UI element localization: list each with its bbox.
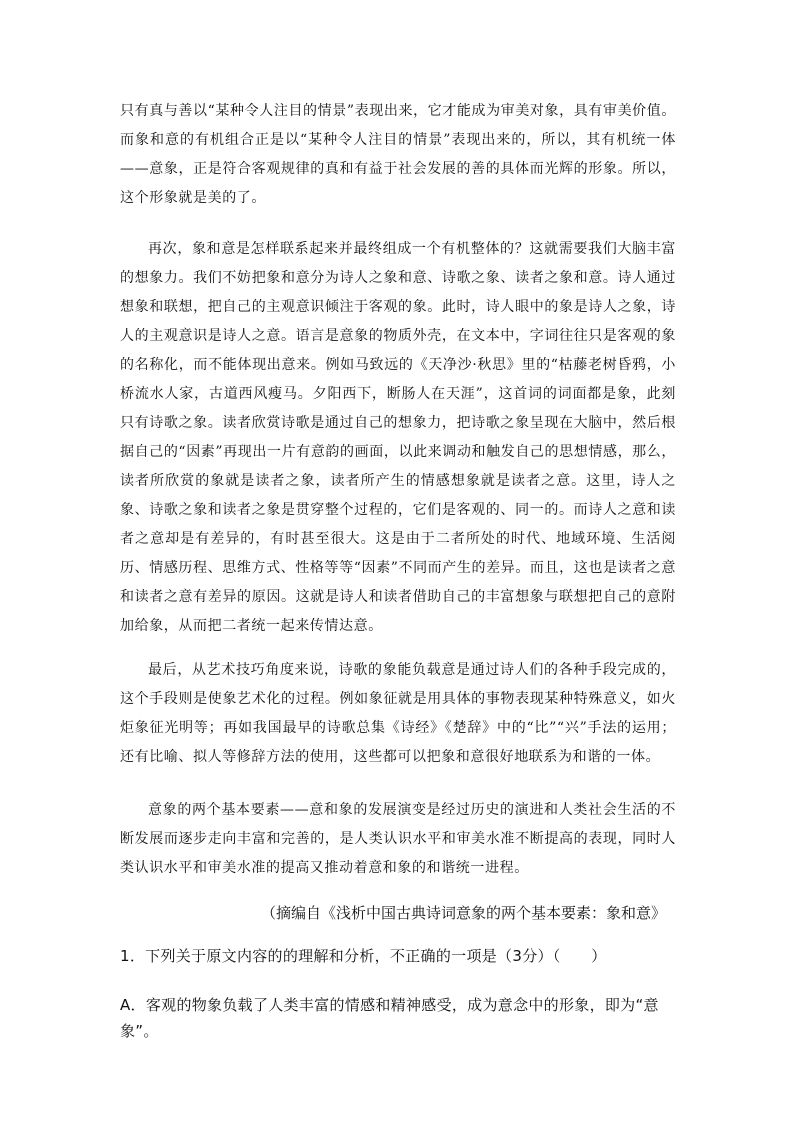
paragraph-artistic-technique: 最后，从艺术技巧角度来说，诗歌的象能负载意是通过诗人们的各种手段完成的，这个手段则是使象艺术化的过程。例如象征就是用具体的事物表现某种特殊意义，如火炬象征光明等；再如我国最早的诗歌总集《诗经》《楚辞》中的“比”“兴”手法的运用；还有比喻、拟人等修辞方法的使用，这些都可以把象和意很好地联系为和谐的一体。 <box>120 662 676 765</box>
paragraph-imagination: 再次，象和意是怎样联系起来并最终组成一个有机整体的？这就需要我们大脑丰富的想象力。我们不妨把象和意分为诗人之象和意、诗歌之象、读者之象和意。诗人通过想象和联想，把自己的主观意识倾注于客观的象。此时，诗人眼中的象是诗人之象，诗人的主观意识是诗人之意。语言是意象的物质外壳，在文本中，字词往往只是客观的象的名称化，而不能体现出意来。例如马致远的《天净沙·秋思》里的“枯藤老树昏鸦，小桥流水人家，古道西风瘦马。夕阳西下，断肠人在天涯”，这首词的词面都是象，此刻只有诗歌之象。读者欣赏诗歌是通过自己的想象力，把诗歌之象呈现在大脑中，然后根据自己的“因素”再现出一片有意韵的画面，以此来调动和触发自己的思想情感，那么，读者所欣赏的象就是读者之象，读者所产生的情感想象就是读者之意。这里，诗人之象、诗歌之象和读者之象是贯穿整个过程的，它们是客观的、同一的。而诗人之意和读者之意却是有差异的，有时甚至很大。这是由于二者所处的时代、地域环境、生活阅历、情感历程、思维方式、性格等等“因素”不同而产生的差异。而且，这也是读者之意和读者之意有差异的原因。这就是诗人和读者借助自己的丰富想象与联想把自己的意附加给象，从而把二者统一起来传情达意。 <box>120 241 676 634</box>
paragraph-summary: 意象的两个基本要素——意和象的发展演变是经过历史的演进和人类社会生活的不断发展而逐步走向丰富和完善的，是人类认识水平和审美水准不断提高的表现，同时人类认识水平和审美水准的提高又推动着意和象的和谐统一进程。 <box>120 802 676 876</box>
question-1-option-a: A．客观的物象负载了人类丰富的情感和精神感受，成为意念中的形象，即为“意象”。 <box>120 996 659 1040</box>
question-1-stem: 1．下列关于原文内容的的理解和分析，不正确的一项是（3分）（ ） <box>120 947 607 965</box>
paragraph-truth-goodness: 只有真与善以“某种令人注目的情景”表现出来，它才能成为审美对象，具有审美价值。而象和意的有机组合正是以“某种令人注目的情景”表现出来的，所以，其有机统一体——意象，正是符合客观规律的真和有益于社会发展的善的具体而光辉的形象。所以，这个形象就是美的了。 <box>120 103 676 206</box>
source-citation: （摘编自《浅析中国古典诗词意象的两个基本要素：象和意》 <box>260 904 666 922</box>
